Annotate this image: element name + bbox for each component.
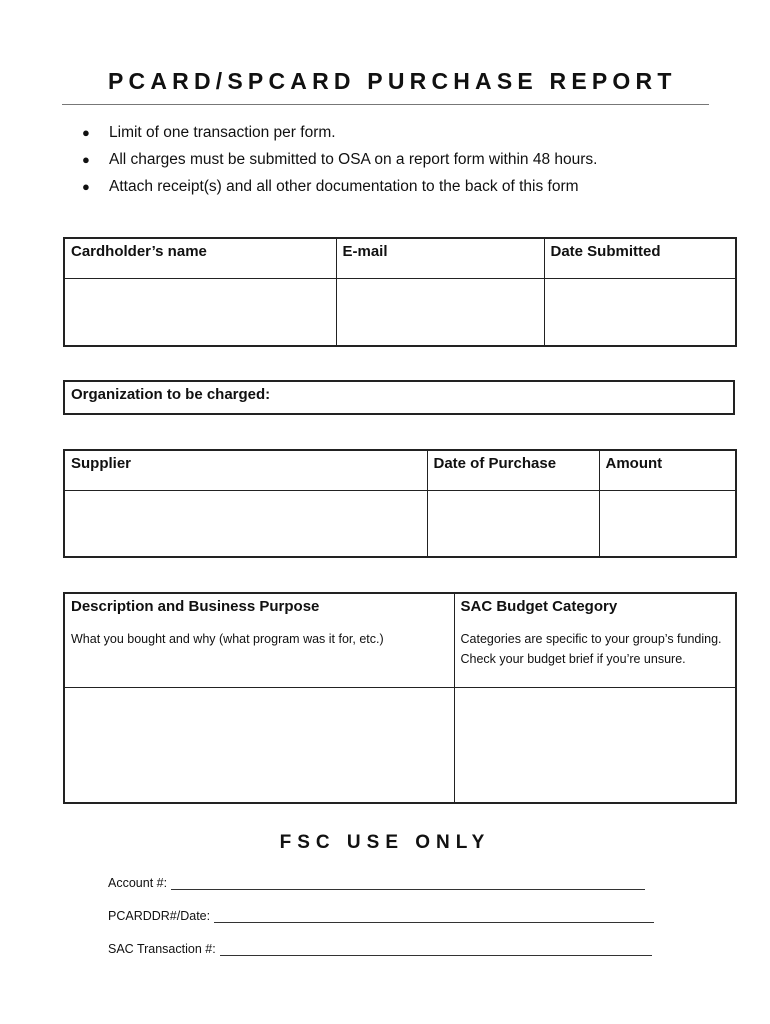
email-field[interactable]: [336, 278, 544, 346]
instruction-item: [82, 149, 598, 176]
pcarddr-label: PCARDDR#/Date:: [108, 909, 211, 923]
amount-field[interactable]: [599, 490, 736, 557]
bullet-icon: ●: [82, 125, 90, 140]
instruction-item: [82, 122, 598, 149]
purchase-table: [63, 449, 737, 558]
title-divider: [62, 104, 709, 105]
sac-transaction-input-line[interactable]: [220, 943, 652, 956]
description-header: [64, 593, 454, 687]
description-table: [63, 592, 737, 804]
budget-hint: [461, 629, 730, 669]
instruction-text: Limit of one transaction per form.: [109, 124, 336, 141]
instruction-text: Attach receipt(s) and all other documentation to the back of this form: [109, 178, 579, 195]
date-submitted-field[interactable]: [544, 278, 736, 346]
budget-hint-line-2: Check your budget brief if you’re unsure.: [460, 652, 686, 666]
sac-transaction-label: SAC Transaction #:: [108, 942, 216, 956]
description-hint: What you bought and why (what program was it for, etc.): [71, 632, 384, 646]
date-submitted-header: Date Submitted: [544, 238, 736, 278]
instruction-list: [82, 122, 598, 203]
budget-hint-line-1: Categories are specific to your group’s funding.: [460, 632, 722, 646]
supplier-header: Supplier: [64, 450, 427, 490]
cardholder-table: [63, 237, 737, 347]
form-title: PCARD/SPCARD PURCHASE REPORT: [108, 68, 677, 94]
cardholder-name-field[interactable]: [64, 278, 336, 346]
date-of-purchase-header: Date of Purchase: [427, 450, 599, 490]
budget-label: SAC Budget Category: [460, 598, 618, 615]
sac-transaction-row: [108, 942, 652, 956]
budget-header: [454, 593, 736, 687]
email-header: E-mail: [336, 238, 544, 278]
date-of-purchase-field[interactable]: [427, 490, 599, 557]
instruction-text: All charges must be submitted to OSA on a report form within 48 hours.: [109, 151, 598, 168]
budget-category-field[interactable]: [454, 687, 736, 803]
description-label: Description and Business Purpose: [71, 598, 320, 615]
supplier-field[interactable]: [64, 490, 427, 557]
instruction-item: [82, 176, 598, 203]
bullet-icon: ●: [82, 152, 90, 167]
amount-header: Amount: [599, 450, 736, 490]
cardholder-name-header: Cardholder’s name: [64, 238, 336, 278]
account-row: [108, 876, 645, 890]
organization-table: [63, 380, 735, 415]
account-label: Account #:: [108, 876, 168, 890]
fsc-section-title: FSC USE ONLY: [279, 832, 491, 853]
bullet-icon: ●: [82, 179, 90, 194]
organization-label: Organization to be charged:: [71, 386, 271, 403]
pcarddr-row: [108, 909, 654, 923]
pcarddr-input-line[interactable]: [214, 910, 654, 923]
organization-field[interactable]: [64, 381, 734, 414]
account-input-line[interactable]: [171, 877, 645, 890]
description-field[interactable]: [64, 687, 454, 803]
